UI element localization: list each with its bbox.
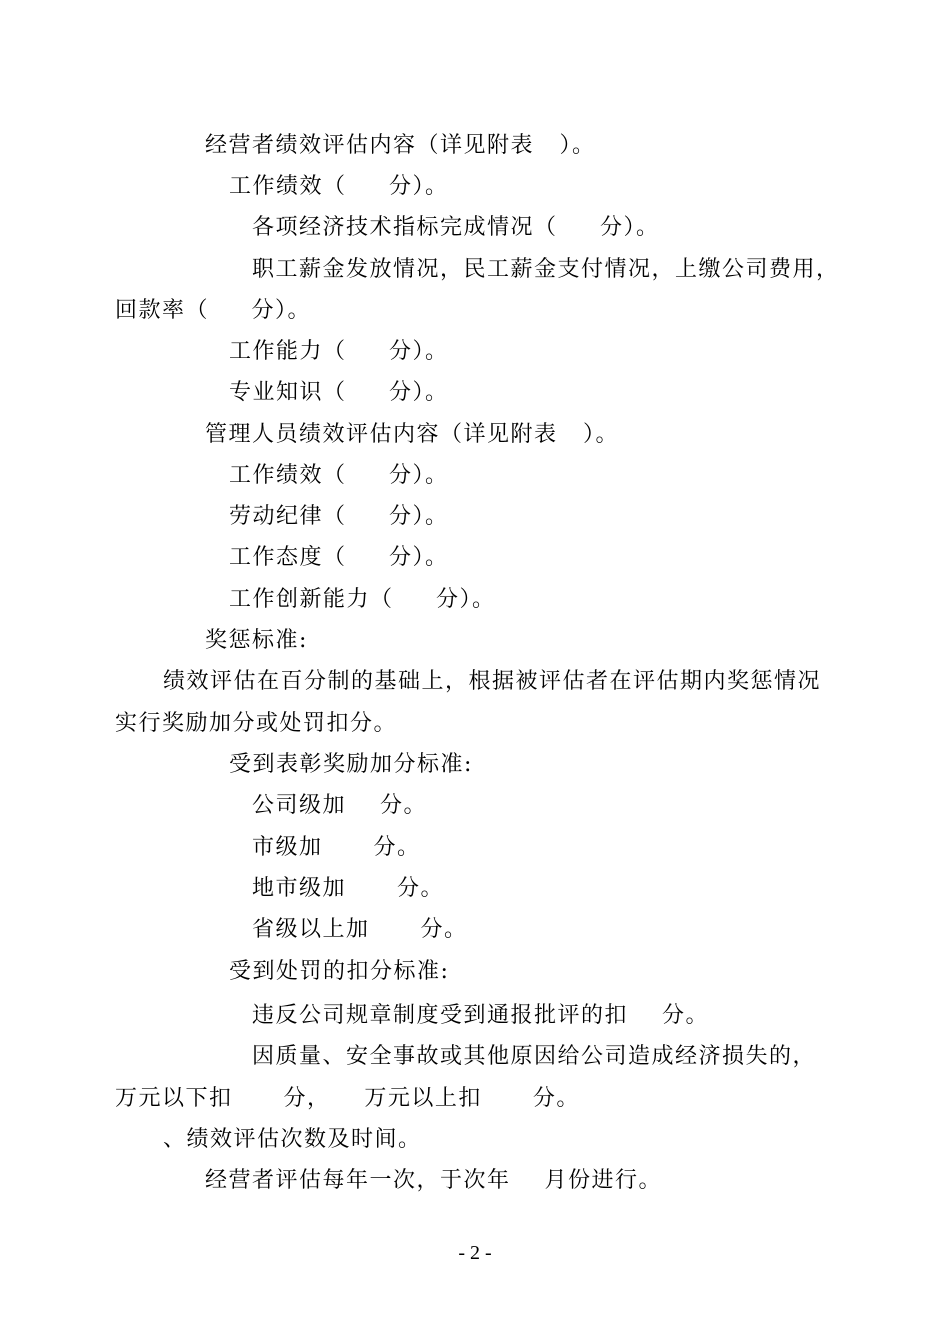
heading-punishment-standard: 受到处罚的扣分标准:: [229, 959, 450, 984]
page-number: - 2 -: [458, 1242, 492, 1264]
paragraph-manager-annual-evaluation: 经营者评估每年一次，于次年 月份进行。: [205, 1168, 662, 1193]
heading-reward-punishment: 奖惩标准:: [205, 628, 308, 653]
item-city-level: 市级加 分。: [252, 835, 421, 860]
item-innovation-ability: 工作创新能力（ 分）。: [229, 587, 496, 612]
heading-manager-evaluation: 经营者绩效评估内容（详见附表 ）。: [205, 133, 596, 158]
heading-reward-standard: 受到表彰奖励加分标准:: [229, 752, 473, 777]
heading-evaluation-frequency: 、绩效评估次数及时间。: [163, 1127, 422, 1152]
item-work-ability: 工作能力（ 分）。: [229, 339, 449, 364]
heading-staff-evaluation: 管理人员绩效评估内容（详见附表 ）。: [205, 422, 619, 447]
item-work-performance: 工作绩效（ 分）。: [229, 174, 449, 199]
item-work-attitude: 工作态度（ 分）。: [229, 545, 449, 570]
item-province-level: 省级以上加 分。: [252, 917, 468, 942]
item-economic-indicators: 各项经济技术指标完成情况（ 分）。: [252, 215, 660, 240]
item-staff-work-performance: 工作绩效（ 分）。: [229, 463, 449, 488]
item-labor-discipline: 劳动纪律（ 分）。: [229, 504, 449, 529]
item-wages-payment: 职工薪金发放情况，民工薪金支付情况，上缴公司费用，: [252, 257, 840, 282]
item-economic-loss: 因质量、安全事故或其他原因给公司造成经济损失的，: [252, 1044, 817, 1069]
paragraph-scoring-basis: 绩效评估在百分制的基础上，根据被评估者在评估期内奖惩情况: [163, 669, 822, 694]
item-rule-violation: 违反公司规章制度受到通报批评的扣 分。: [252, 1003, 709, 1028]
item-wages-payment-cont: 回款率（ 分）。: [115, 298, 311, 323]
item-prefecture-level: 地市级加 分。: [252, 876, 444, 901]
item-economic-loss-cont: 万元以下扣 分， 万元以上扣 分。: [115, 1086, 580, 1111]
paragraph-scoring-basis-cont: 实行奖励加分或处罚扣分。: [115, 711, 398, 736]
item-professional-knowledge: 专业知识（ 分）。: [229, 380, 449, 405]
item-company-level: 公司级加 分。: [252, 793, 427, 818]
